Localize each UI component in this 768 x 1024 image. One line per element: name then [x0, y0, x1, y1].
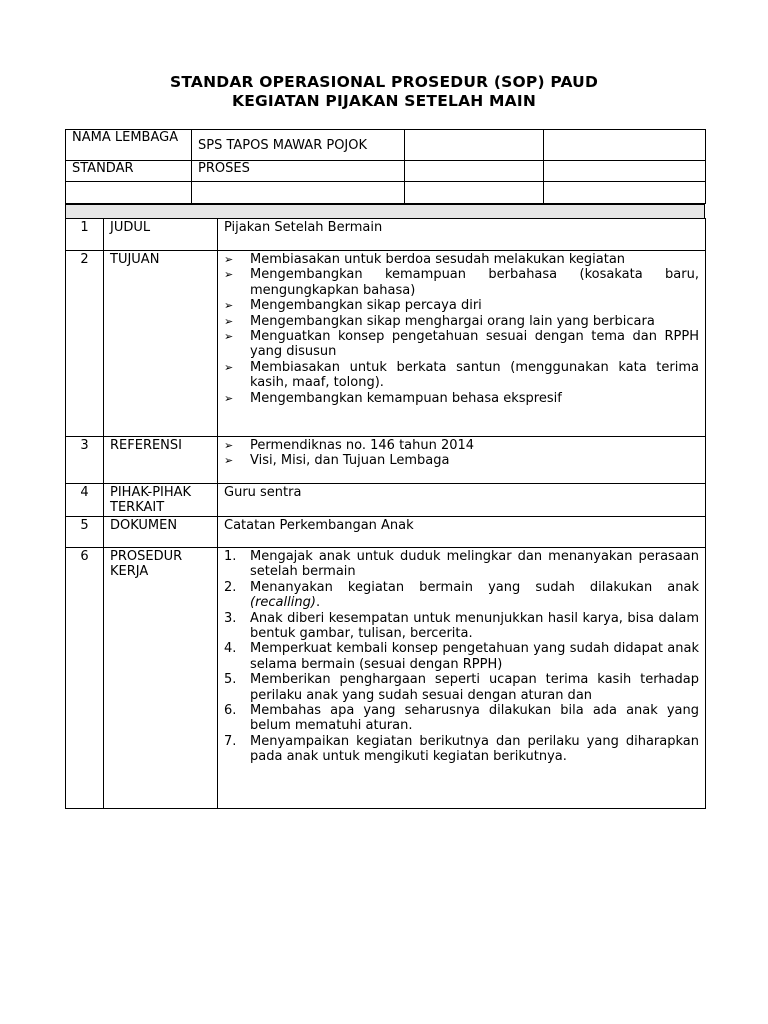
arrow-bullet-icon: ➢: [224, 439, 234, 452]
list-item: 5. Memberikan penghargaan seperti ucapan terima kasih terhadap perilaku anak yang sudah sesuai dengan aturan dan: [224, 672, 699, 703]
header-label: NAMA LEMBAGA: [66, 130, 192, 161]
list-item: ➢ Mengembangkan sikap percaya diri: [224, 298, 482, 314]
row-label: REFERENSI: [104, 437, 218, 484]
header-row: [66, 182, 706, 204]
list-item: ➢ Menguatkan konsep pengetahuan sesuai dengan tema dan RPPH yang disusun: [224, 329, 699, 360]
title-line-2: KEGIATAN PIJAKAN SETELAH MAIN: [232, 92, 536, 110]
title-line-1: STANDAR OPERASIONAL PROSEDUR (SOP) PAUD: [169, 73, 599, 91]
row-tujuan: [66, 251, 706, 437]
row-number: 4: [66, 484, 104, 517]
row-number: 5: [66, 517, 104, 548]
list-item: ➢ Visi, Misi, dan Tujuan Lembaga: [224, 453, 450, 469]
list-item: 6. Membahas apa yang seharusnya dilakukan bila ada anak yang belum mematuhi aturan.: [224, 703, 699, 734]
arrow-bullet-icon: ➢: [224, 299, 234, 313]
list-item: ➢ Mengembangkan sikap menghargai orang lain yang berbicara: [224, 313, 655, 329]
header-label: [66, 182, 192, 204]
header-value: PROSES: [192, 161, 405, 182]
list-item: ➢ Mengembangkan kemampuan berbahasa (kosakata baru, mengungkapkan bahasa): [224, 267, 699, 298]
header-table: [65, 129, 705, 204]
header-cell: [405, 182, 544, 204]
row-number: 2: [66, 251, 104, 437]
header-cell: [544, 182, 706, 204]
arrow-bullet-icon: ➢: [224, 391, 234, 405]
header-label: STANDAR: [66, 161, 192, 182]
shaded-separator: [65, 204, 705, 218]
list-item: ➢ Membiasakan untuk berdoa sesudah melakukan kegiatan: [224, 252, 626, 267]
arrow-bullet-icon: ➢: [224, 268, 234, 282]
row-pihak: [66, 484, 706, 517]
document-title: [0, 73, 768, 111]
row-label: PROSEDUR KERJA: [104, 548, 218, 809]
header-cell: [544, 130, 706, 161]
row-value: Catatan Perkembangan Anak: [218, 517, 706, 548]
list-item: ➢ Membiasakan untuk berkata santun (menggunakan kata terima kasih, maaf, tolong).: [224, 359, 699, 391]
sop-table: [65, 218, 705, 809]
header-cell: [405, 161, 544, 182]
row-judul: [66, 219, 706, 251]
tujuan-list: [224, 252, 699, 406]
row-referensi: [66, 437, 706, 484]
row-dokumen: [66, 517, 706, 548]
list-item: ➢ Mengembangkan kemampuan behasa ekspresif: [224, 390, 562, 406]
row-label: TUJUAN: [104, 251, 218, 437]
row-number: 3: [66, 437, 104, 484]
arrow-bullet-icon: ➢: [224, 360, 234, 374]
header-cell: [544, 161, 706, 182]
list-item: 7. Menyampaikan kegiatan berikutnya dan perilaku yang diharapkan pada anak untuk mengikuti kegiatan berikutnya.: [224, 733, 699, 765]
header-value: [192, 182, 405, 204]
row-number: 1: [66, 219, 104, 251]
referensi-list: [224, 438, 699, 469]
arrow-bullet-icon: ➢: [224, 253, 234, 266]
list-item: ➢ Permendiknas no. 146 tahun 2014: [224, 438, 475, 453]
list-item: 2. Menanyakan kegiatan bermain yang sudah dilakukan anak (recalling).: [224, 579, 699, 611]
arrow-bullet-icon: ➢: [224, 454, 234, 468]
list-item: 1. Mengajak anak untuk duduk melingkar dan menanyakan perasaan setelah bermain: [224, 549, 699, 580]
row-label: JUDUL: [104, 219, 218, 251]
row-value: [218, 437, 706, 484]
row-value: Guru sentra: [218, 484, 706, 517]
arrow-bullet-icon: ➢: [224, 314, 234, 328]
list-item: 3. Anak diberi kesempatan untuk menunjukkan hasil karya, bisa dalam bentuk gambar, tulisan, bercerita.: [224, 610, 699, 642]
header-row: [66, 130, 706, 161]
header-row: [66, 161, 706, 182]
header-value: SPS TAPOS MAWAR POJOK: [192, 130, 405, 161]
row-label: PIHAK-PIHAK TERKAIT: [104, 484, 218, 517]
row-label: DOKUMEN: [104, 517, 218, 548]
row-number: 6: [66, 548, 104, 809]
prosedur-list: [224, 549, 699, 765]
row-prosedur: [66, 548, 706, 809]
row-value: Pijakan Setelah Bermain: [218, 219, 706, 251]
list-item: 4. Memperkuat kembali konsep pengetahuan yang sudah didapat anak selama bermain (sesuai dengan RPPH): [224, 641, 699, 672]
arrow-bullet-icon: ➢: [224, 330, 234, 344]
row-value: [218, 548, 706, 809]
header-cell: [405, 130, 544, 161]
row-value: [218, 251, 706, 437]
